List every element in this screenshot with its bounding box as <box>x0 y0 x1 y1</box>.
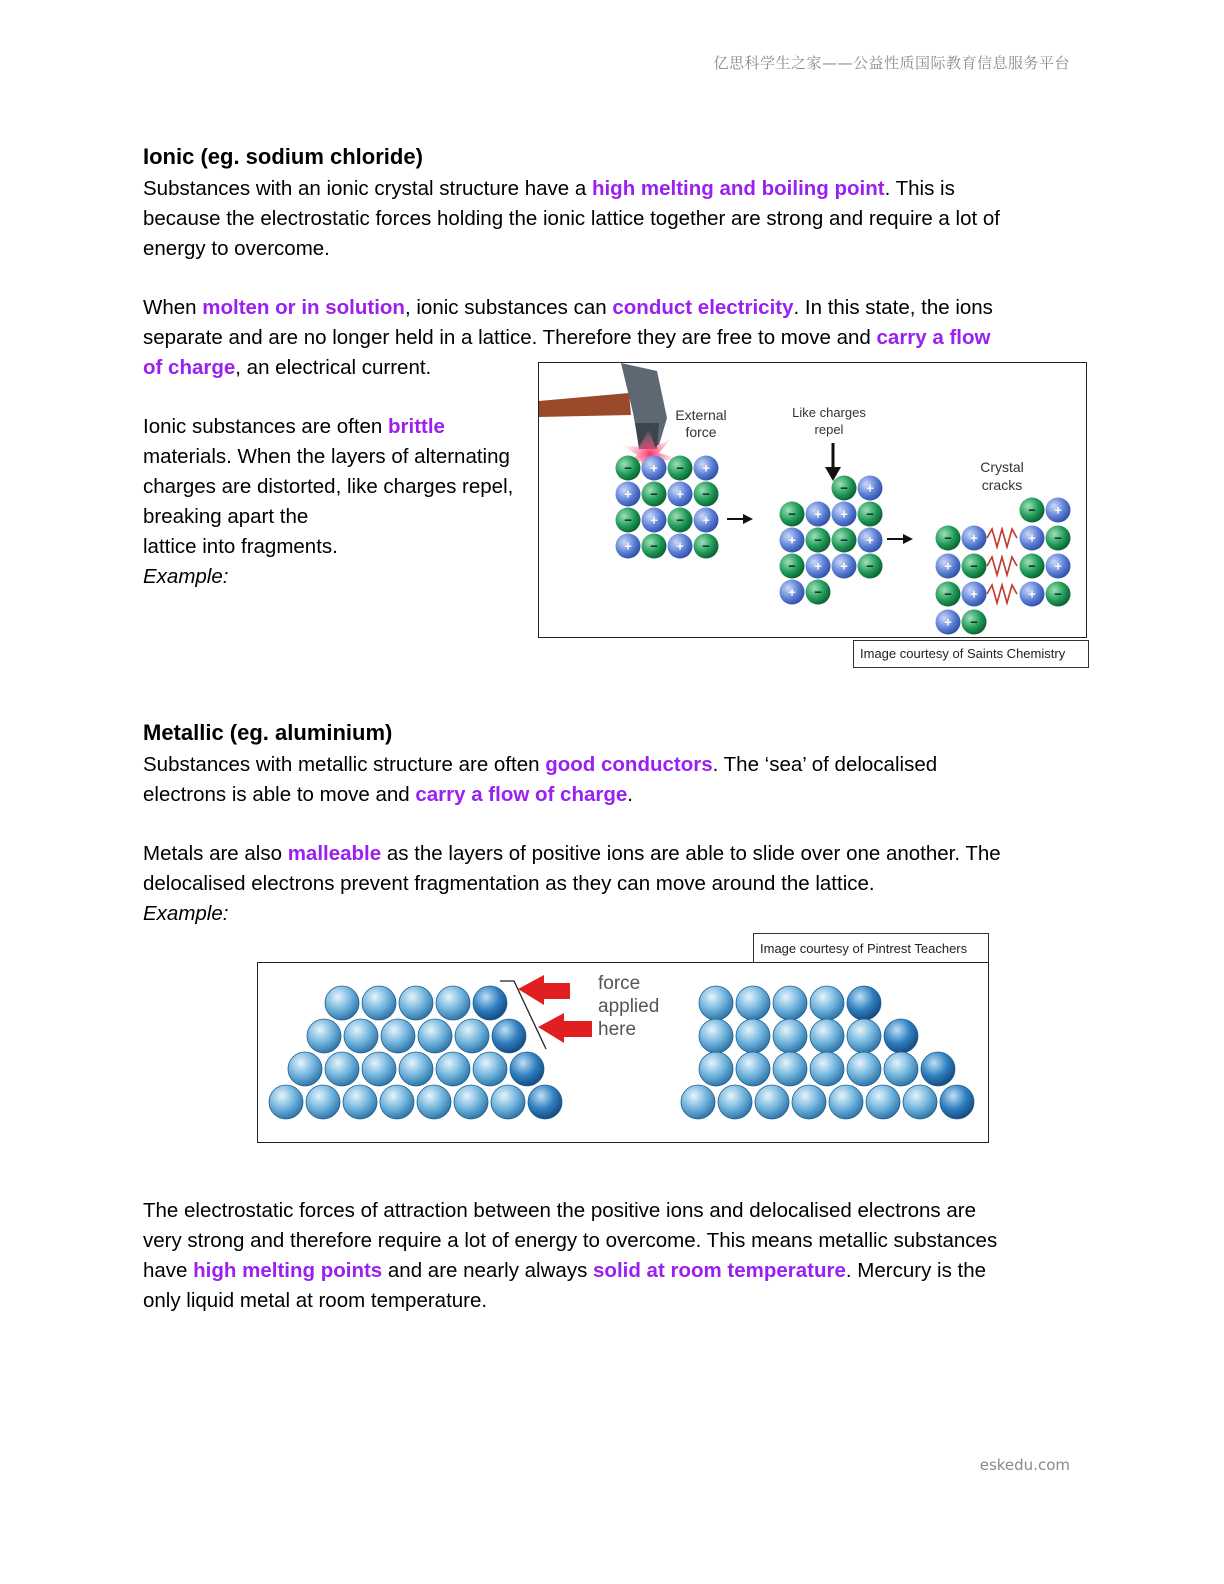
lattice1-charge-sign: + <box>676 486 684 502</box>
lattice2-charge-sign: − <box>788 558 796 574</box>
metal-atom-left <box>399 986 433 1020</box>
metal-atom-right <box>940 1085 974 1119</box>
metal-atom-left <box>473 1052 507 1086</box>
lattice2-charge-sign: + <box>840 506 848 522</box>
highlight-high-melting-points: high melting points <box>193 1259 383 1282</box>
lattice1-charge-sign: − <box>650 486 658 502</box>
lattice3-charge-sign: + <box>1054 558 1062 574</box>
lattice3-charge-sign: − <box>1054 586 1062 602</box>
metal-atom-right <box>681 1085 715 1119</box>
metallic-paragraph-3: The electrostatic forces of attraction between the positive ions and delocalised electrons are very strong and therefore require a lot of energy to overcome. This means metallic substances have high melting points and are nearly always solid at room temperature. Mercury is the only liquid metal at room temperature. <box>143 1199 998 1312</box>
metal-atom-left <box>528 1085 562 1119</box>
metal-atom-left <box>417 1085 451 1119</box>
highlight-melting-boiling: high melting and boiling point <box>591 177 885 200</box>
lattice2-charge-sign: − <box>814 532 822 548</box>
lattice1-charge-sign: + <box>676 538 684 554</box>
highlight-conduct: conduct electricity <box>612 296 794 319</box>
hammer-handle <box>539 393 631 417</box>
lattice2-charge-sign: − <box>814 584 822 600</box>
ionic-image-credit: Image courtesy of Saints Chemistry <box>853 640 1089 668</box>
metallic-diagram-svg <box>258 963 987 1141</box>
lattice1-charge-sign: + <box>702 512 710 528</box>
metal-atom-right <box>810 986 844 1020</box>
lattice1-charge-sign: + <box>624 486 632 502</box>
metal-atom-left <box>306 1085 340 1119</box>
lattice1-charge-sign: − <box>676 512 684 528</box>
metal-atom-right <box>736 1052 770 1086</box>
highlight-good-conductors: good conductors <box>545 753 713 776</box>
crack-zigzag-1 <box>987 529 1017 547</box>
metal-atom-left <box>473 986 507 1020</box>
metallic-example-label: Example: <box>143 902 229 925</box>
metal-atom-right <box>699 1052 733 1086</box>
label-repel: repel <box>814 422 844 437</box>
metal-atom-left <box>344 1019 378 1053</box>
lattice3-charge-sign: + <box>1054 502 1062 518</box>
metal-atom-left <box>288 1052 322 1086</box>
site-header-title: 亿思科学生之家——公益性质国际教育信息服务平台 <box>713 54 1070 72</box>
metal-atom-right <box>829 1085 863 1119</box>
ionic-diagram-svg <box>539 363 1085 636</box>
label-here: here <box>598 1019 637 1040</box>
ionic-example-label: Example: <box>143 565 229 588</box>
lattice3-charge-sign: + <box>944 614 952 630</box>
lattice1-charge-sign: + <box>702 460 710 476</box>
metallic-paragraph-1: Substances with metallic structure are often good conductors. The ‘sea’ of delocalised electrons is able to move and carry a flow of charge. <box>143 753 938 806</box>
lattice3-charge-sign: + <box>970 586 978 602</box>
highlight-molten: molten or in solution <box>202 296 405 319</box>
label-like-charges: Like charges <box>792 405 866 420</box>
metal-atom-right <box>792 1085 826 1119</box>
lattice3-charge-sign: + <box>970 530 978 546</box>
lattice3-charge-sign: + <box>1028 586 1036 602</box>
metal-atom-right <box>736 1019 770 1053</box>
metal-atom-left <box>380 1085 414 1119</box>
metal-atom-right <box>884 1052 918 1086</box>
label-crystal: Crystal <box>980 459 1024 475</box>
ionic-heading: Ionic (eg. sodium chloride) <box>143 144 423 169</box>
metal-atom-right <box>773 986 807 1020</box>
metal-atom-right <box>699 1019 733 1053</box>
crack-zigzag-3 <box>987 585 1017 603</box>
lattice2-charge-sign: + <box>866 480 874 496</box>
highlight-carry-flow: carry a flow <box>876 326 991 349</box>
highlight-carry-flow-charge: carry a flow of charge <box>415 783 628 806</box>
metallic-heading: Metallic (eg. aluminium) <box>143 720 393 745</box>
lattice2-charge-sign: + <box>788 532 796 548</box>
lattice1-charge-sign: + <box>650 512 658 528</box>
lattice2-charge-sign: − <box>840 480 848 496</box>
force-arrow-icon-2 <box>538 1013 592 1043</box>
lattice1-charge-sign: + <box>624 538 632 554</box>
metal-atom-left <box>343 1085 377 1119</box>
metal-atom-right <box>903 1085 937 1119</box>
highlight-solid-room-temp: solid at room temperature <box>593 1259 846 1282</box>
metal-atom-right <box>699 986 733 1020</box>
metal-atom-left <box>491 1085 525 1119</box>
lattice2-charge-sign: + <box>866 532 874 548</box>
metal-atom-right <box>921 1052 955 1086</box>
metal-atom-left <box>510 1052 544 1086</box>
lattice3-charge-sign: − <box>970 558 978 574</box>
right-arrow-icon-1 <box>743 514 753 524</box>
right-arrow-icon-2 <box>903 534 913 544</box>
highlight-brittle: brittle <box>388 415 445 438</box>
ionic-brittleness-diagram <box>538 362 1087 638</box>
lattice3-charge-sign: + <box>944 558 952 574</box>
metal-atom-right <box>884 1019 918 1053</box>
site-footer-url: eskedu.com <box>979 1456 1070 1474</box>
metal-atom-left <box>492 1019 526 1053</box>
lattice2-charge-sign: + <box>814 558 822 574</box>
metal-atom-right <box>773 1019 807 1053</box>
lattice3-charge-sign: + <box>1028 530 1036 546</box>
ionic-paragraph-1: Substances with an ionic crystal structure have a high melting and boiling point. This is because the electrostatic forces holding the ionic lattice together are strong and require a lot of energy to overcome. <box>143 177 1000 260</box>
lattice2-charge-sign: + <box>788 584 796 600</box>
metal-atom-left <box>269 1085 303 1119</box>
metal-atom-right <box>847 1019 881 1053</box>
metallic-paragraph-2: Metals are also malleable as the layers of positive ions are able to slide over one another. The delocalised electrons prevent fragmentation as they can move around the lattice. Example: <box>143 842 1001 925</box>
force-arrow-icon-1 <box>518 975 570 1005</box>
metal-atom-right <box>736 986 770 1020</box>
lattice3-charge-sign: − <box>944 586 952 602</box>
metal-atom-right <box>847 986 881 1020</box>
lattice3-charge-sign: − <box>1028 502 1036 518</box>
lattice2-charge-sign: − <box>866 506 874 522</box>
metal-atom-left <box>307 1019 341 1053</box>
metal-atom-left <box>381 1019 415 1053</box>
metal-atom-right <box>847 1052 881 1086</box>
metallic-image-credit: Image courtesy of Pintrest Teachers <box>753 933 989 963</box>
label-cracks: cracks <box>981 477 1023 493</box>
metal-atom-left <box>325 986 359 1020</box>
lattice1-charge-sign: + <box>650 460 658 476</box>
metal-atom-right <box>755 1085 789 1119</box>
label-force: force <box>685 424 717 440</box>
lattice3-charge-sign: − <box>1054 530 1062 546</box>
metallic-malleability-diagram <box>257 962 989 1143</box>
metal-atom-right <box>810 1052 844 1086</box>
metal-atom-left <box>362 1052 396 1086</box>
lattice1-charge-sign: − <box>650 538 658 554</box>
highlight-of-charge: of charge <box>143 356 236 379</box>
lattice1-charge-sign: − <box>702 486 710 502</box>
lattice3-charge-sign: − <box>944 530 952 546</box>
metal-atom-right <box>866 1085 900 1119</box>
metal-atom-left <box>325 1052 359 1086</box>
lattice2-charge-sign: + <box>814 506 822 522</box>
lattice2-charge-sign: − <box>840 532 848 548</box>
metal-atom-left <box>455 1019 489 1053</box>
lattice1-charge-sign: − <box>624 512 632 528</box>
lattice1-charge-sign: − <box>624 460 632 476</box>
lattice1-charge-sign: − <box>676 460 684 476</box>
metal-atom-right <box>773 1052 807 1086</box>
metal-atom-left <box>418 1019 452 1053</box>
ionic-paragraph-3: Ionic substances are often brittle materials. When the layers of alternating charges are distorted, like charges repel, breaking apart the lattice into fragments. Example: <box>143 415 514 588</box>
crack-zigzag-2 <box>987 557 1017 575</box>
lattice2-charge-sign: − <box>788 506 796 522</box>
highlight-malleable: malleable <box>287 842 382 865</box>
lattice3-charge-sign: − <box>970 614 978 630</box>
metal-atom-right <box>718 1085 752 1119</box>
metal-atom-left <box>436 1052 470 1086</box>
metal-atom-left <box>454 1085 488 1119</box>
ionic-paragraph-2: When molten or in solution, ionic substances can conduct electricity. In this state, the ions separate and are no longer held in a lattice. Therefore they are free to move and carry a flow of charge, an electrical current. <box>143 296 993 379</box>
metal-atom-left <box>436 986 470 1020</box>
metal-atom-right <box>810 1019 844 1053</box>
metal-atom-left <box>399 1052 433 1086</box>
label-force-metal: force <box>598 973 641 994</box>
lattice2-charge-sign: − <box>866 558 874 574</box>
lattice3-charge-sign: − <box>1028 558 1036 574</box>
label-external: External <box>675 407 727 423</box>
metal-atom-left <box>362 986 396 1020</box>
lattice2-charge-sign: + <box>840 558 848 574</box>
lattice1-charge-sign: − <box>702 538 710 554</box>
label-applied: applied <box>598 996 660 1017</box>
